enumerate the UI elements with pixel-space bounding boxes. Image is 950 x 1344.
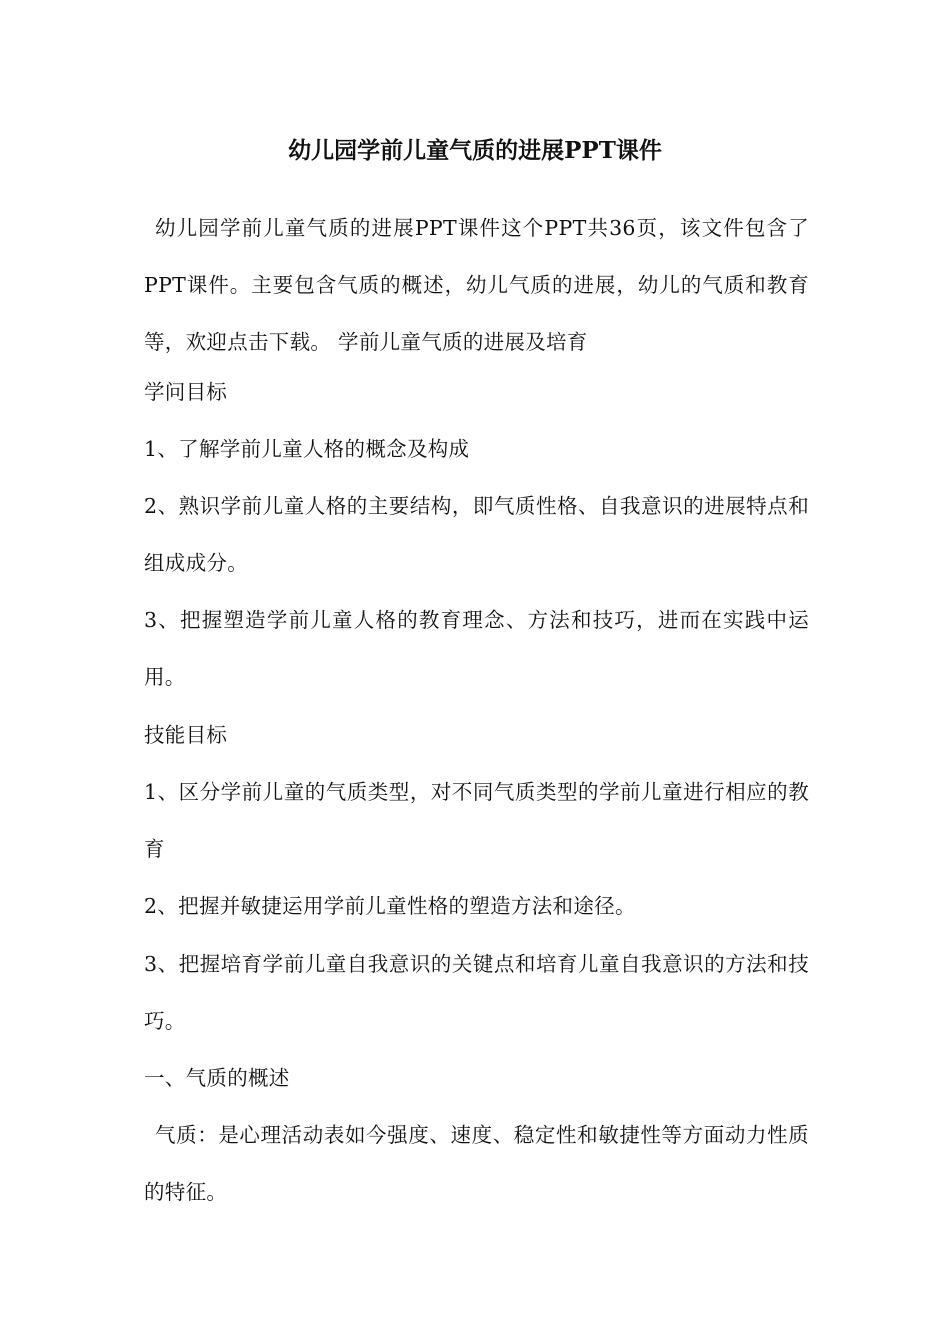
temperament-definition: 气质：是心理活动表如今强度、速度、稳定性和敏捷性等方面动力性质的特征。 [144, 1123, 809, 1204]
knowledge-goal-item-2: 2、熟识学前儿童人格的主要结构，即气质性格、自我意识的进展特点和组成成分。 [144, 494, 809, 575]
knowledge-goals-heading: 学问目标 [144, 380, 228, 404]
skill-goal-item-3: 3、把握培育学前儿童自我意识的关键点和培育儿童自我意识的方法和技巧。 [144, 952, 809, 1033]
section-heading-temperament-overview: 一、气质的概述 [144, 1066, 290, 1090]
knowledge-goal-item-3: 3、把握塑造学前儿童人格的教育理念、方法和技巧，进而在实践中运用。 [144, 608, 809, 689]
skill-goal-item-2: 2、把握并敏捷运用学前儿童性格的塑造方法和途径。 [144, 894, 636, 918]
knowledge-goal-item-1: 1、了解学前儿童人格的概念及构成 [144, 437, 470, 461]
document-title: 幼儿园学前儿童气质的进展PPT课件 [288, 137, 662, 164]
skill-goals-heading: 技能目标 [144, 723, 228, 747]
intro-paragraph: 幼儿园学前儿童气质的进展PPT课件这个PPT共36页，该文件包含了PPT课件。主要包含气质的概述，幼儿气质的进展，幼儿的气质和教育等，欢迎点击下载。 学前儿童气质的进展及培育 [144, 216, 809, 354]
skill-goal-item-1: 1、区分学前儿童的气质类型，对不同气质类型的学前儿童进行相应的教育 [144, 780, 809, 861]
